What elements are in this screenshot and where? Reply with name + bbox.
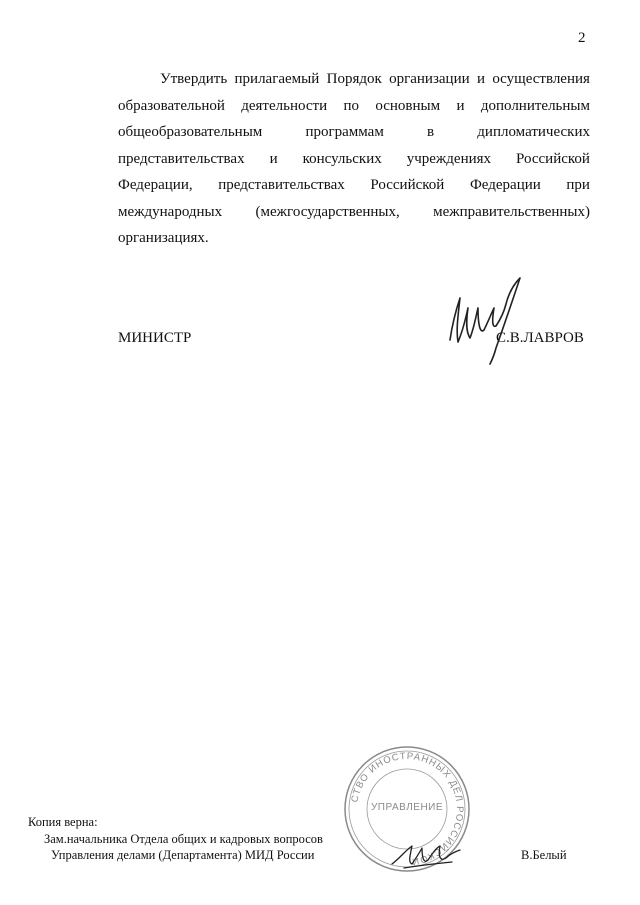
word: и: [269, 150, 278, 167]
word: и: [476, 71, 485, 87]
signatory-title: МИНИСТР: [118, 330, 192, 346]
word: (межгосударственных,: [255, 203, 400, 220]
paragraph-line: [118, 199, 590, 226]
stamp-center-text: УПРАВЛЕНИЕ: [370, 802, 444, 813]
word: по: [343, 97, 359, 114]
word: дипломатических: [477, 124, 590, 140]
copy-certified-label: Копия верна:: [28, 815, 98, 829]
paragraph-line: [118, 93, 590, 120]
paragraph-line: [118, 172, 590, 199]
word: представительствах: [218, 177, 345, 193]
page-number: 2: [578, 30, 586, 46]
copy-signer-name: В.Белый: [521, 848, 567, 862]
word: при: [566, 177, 590, 193]
word: Федерации,: [118, 177, 193, 193]
word: Порядок: [326, 71, 382, 87]
word: программам: [305, 124, 384, 140]
word: Утвердить: [160, 71, 228, 87]
word: осуществления: [492, 71, 590, 87]
word: межправительственных): [433, 203, 590, 220]
copy-signature: [386, 828, 466, 878]
word: основным: [375, 97, 441, 114]
word: консульских: [302, 150, 382, 167]
word: и: [456, 97, 465, 114]
copy-position-line-2: Управления делами (Департамента) МИД России: [51, 848, 315, 862]
main-paragraph: [118, 66, 590, 252]
word: прилагаемый: [234, 71, 320, 87]
word: представительствах: [118, 150, 245, 167]
stamp-ring-text: СТВО ИНОСТРАННЫХ ДЕЛ РОССИЙСКОЙ: [349, 750, 466, 867]
paragraph-line: [118, 119, 590, 146]
word: международных: [118, 203, 223, 220]
copy-position-line-1: Зам.начальника Отдела общих и кадровых вопросов: [44, 832, 323, 846]
word: общеобразовательным: [118, 124, 263, 140]
paragraph-line: [118, 66, 590, 93]
word: дополнительным: [480, 97, 590, 114]
paragraph-line: [118, 146, 590, 173]
word: в: [427, 124, 435, 140]
word: учреждениях: [406, 150, 492, 167]
word: образовательной: [118, 97, 225, 114]
word: организации: [389, 71, 470, 87]
word: Российской: [370, 177, 445, 193]
minister-signature: [436, 268, 546, 368]
paragraph-line: [118, 225, 590, 252]
word: организациях.: [118, 230, 209, 246]
word: Российской: [516, 150, 590, 167]
word: деятельности: [241, 97, 328, 114]
signatory-name: С.В.ЛАВРОВ: [496, 330, 584, 346]
word: Федерации: [469, 177, 541, 193]
